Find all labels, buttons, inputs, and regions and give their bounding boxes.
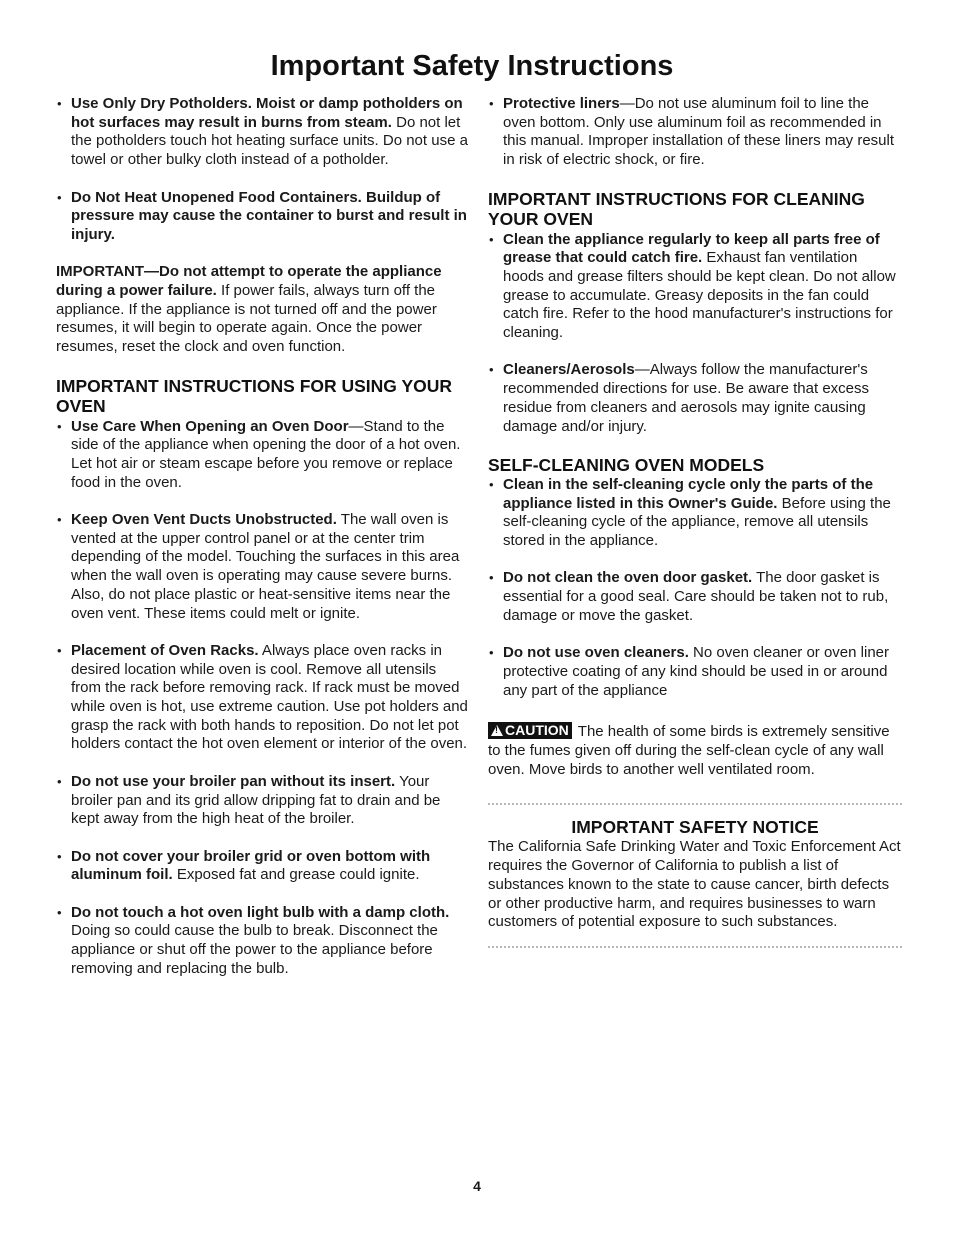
bullet-lead: Cleaners/Aerosols <box>503 361 635 379</box>
notice-heading: IMPORTANT SAFETY NOTICE <box>571 817 819 838</box>
bullet-lead: Do not use your broiler pan without its insert. <box>71 772 396 790</box>
warning-triangle-icon <box>491 725 503 736</box>
bullet-dot-icon: • <box>489 645 494 661</box>
bullet-oven-racks <box>56 642 468 754</box>
bullet-protective-liners <box>488 95 902 170</box>
bullet-dot-icon: • <box>489 231 494 247</box>
bullet-dot-icon: • <box>489 96 494 111</box>
bullet-text: —Always follow the manufacturer's recommended directions for use. Be aware that excess residue from cleaners and aerosols may ignite causing damage and/or injury. <box>503 361 870 435</box>
bullet-dot-icon: • <box>57 642 62 658</box>
bullet-text: Before using the self-cleaning cycle of the appliance, remove all utensils stored in the appliance. <box>503 494 891 550</box>
bullet-dot-icon: • <box>57 418 62 434</box>
bullet-lead: Use Care When Opening an Oven Door <box>71 417 349 435</box>
bullet-dry-potholders <box>56 95 468 170</box>
caution-birds <box>488 722 902 779</box>
bullet-lead: Do not use oven cleaners. <box>503 644 689 662</box>
bullet-dot-icon: • <box>57 848 62 864</box>
bullet-text: The door gasket is essential for a good seal. Care should be taken not to rub, damage or move the gasket. <box>503 569 889 624</box>
left-column <box>56 95 468 997</box>
bullet-dot-icon: • <box>57 189 62 205</box>
bullet-text: No oven cleaner or oven liner protective coating of any kind should be used in or around any part of the appliance <box>503 644 890 699</box>
bullet-text: Always place oven racks in desired location while oven is cool. Remove all utensils from the rack before removing rack. If rack must be moved while oven is hot, use extreme caution. Use pot holders and grasp the rack with both hands to reposition. Do not let pot holders contact the hot oven element or interior of the oven. <box>71 641 468 753</box>
bullet-cleaners-aerosols <box>488 361 902 436</box>
bullet-broiler-pan <box>56 773 468 829</box>
paragraph-lead: IMPORTANT—Do not attempt to operate the appliance during a power failure. <box>56 263 442 299</box>
bullet-broiler-grid-foil <box>56 848 468 885</box>
bullet-dot-icon: • <box>489 476 494 492</box>
bullet-vent-ducts <box>56 511 468 623</box>
bullet-lead: Placement of Oven Racks. <box>71 641 259 659</box>
caution-badge <box>488 722 572 739</box>
bullet-lead: Use Only Dry Potholders. Moist or damp potholders on hot surfaces may result in burns from steam. <box>71 95 463 131</box>
page-title: Important Safety Instructions <box>270 50 674 82</box>
bullet-dot-icon: • <box>57 96 62 111</box>
paragraph-text: If power fails, always turn off the appliance. If the appliance is not turned off and the power resumes, it will begin to operate again. Once the power resumes, reset the clock and oven function. <box>56 282 437 356</box>
bullet-opening-oven-door <box>56 418 468 493</box>
bullet-dot-icon: • <box>57 512 62 527</box>
bullet-text: The wall oven is vented at the upper control panel or at the center trim depending of the model. Touching the surfaces in this area when the wall oven is operating may cause severe burns. Also, do not place plastic or heat-sensitive items near the oven vent. These items could melt or ignite. <box>71 511 460 622</box>
bullet-self-clean-parts <box>488 476 902 551</box>
bullet-text: —Do not use aluminum foil to line the oven bottom. Only use aluminum foil as recommended in this manual. Improper installation of these liners may result in risk of electric shock, or fire. <box>503 95 895 169</box>
bullet-dot-icon: • <box>57 904 62 920</box>
bullet-light-bulb <box>56 904 468 979</box>
important-power-failure <box>56 263 468 357</box>
heading-self-cleaning-models: SELF-CLEANING OVEN MODELS <box>488 454 765 475</box>
bullet-lead: Do Not Heat Unopened Food Containers. Buildup of pressure may cause the container to burst and result in injury. <box>71 188 467 243</box>
heading-cleaning-your-oven: IMPORTANT INSTRUCTIONS FOR CLEANING YOUR OVEN <box>488 188 865 229</box>
heading-using-your-oven: IMPORTANT INSTRUCTIONS FOR USING YOUR OVEN <box>56 375 453 416</box>
bullet-dot-icon: • <box>489 362 494 378</box>
caution-badge-label: CAUTION <box>505 722 569 739</box>
bullet-lead: Do not cover your broiler grid or oven bottom with aluminum foil. <box>71 847 431 884</box>
bullet-lead: Keep Oven Vent Ducts Unobstructed. <box>71 511 337 528</box>
bullet-lead: Clean in the self-cleaning cycle only the parts of the appliance listed in this Owner's Guide. <box>503 475 874 512</box>
bullet-unopened-containers <box>56 189 468 245</box>
page-number: 4 <box>473 1178 481 1194</box>
bullet-text: —Stand to the side of the appliance when opening the door of a hot oven. Let hot air or steam escape before you remove or replace food in the oven. <box>71 417 461 491</box>
caution-text: The health of some birds is extremely sensitive to the fumes given off during the self-clean cycle of any wall oven. Move birds to another well ventilated room. <box>488 723 890 778</box>
bullet-oven-cleaners <box>488 644 902 700</box>
right-column <box>488 95 902 948</box>
bullet-text: Exposed fat and grease could ignite. <box>172 866 420 884</box>
bullet-text: Doing so could cause the bulb to break. Disconnect the appliance or shut off the power to the appliance before removing and replacing the bulb. <box>71 922 438 977</box>
bullet-text: Your broiler pan and its grid allow dripping fat to drain and be kept away from the high heat of the broiler. <box>71 772 441 828</box>
bullet-text: Do not let the potholders touch hot heating surface units. Do not use a towel or other bulky cloth instead of a potholder. <box>71 113 468 169</box>
bullet-dot-icon: • <box>489 570 494 586</box>
bullet-dot-icon: • <box>57 773 62 789</box>
bullet-lead: Clean the appliance regularly to keep all parts free of grease that could catch fire. <box>503 230 880 267</box>
bullet-text: Exhaust fan ventilation hoods and grease filters should be kept clean. Do not allow grease to accumulate. Greasy deposits in the fan could catch fire. Refer to the hood manufacturer's instructions for cleaning. <box>503 249 896 342</box>
notice-text: The California Safe Drinking Water and Toxic Enforcement Act requires the Governor of California to publish a list of substances known to the state to cause cancer, birth defects or other productive harm, and requires businesses to warn customers of potential exposure to such substances. <box>488 838 901 931</box>
bullet-lead: Do not touch a hot oven light bulb with a damp cloth. <box>71 903 450 921</box>
bullet-lead: Do not clean the oven door gasket. <box>503 569 753 587</box>
bullet-door-gasket <box>488 569 902 625</box>
bullet-clean-regularly <box>488 231 902 343</box>
safety-notice-box <box>488 803 902 948</box>
bullet-lead: Protective liners <box>503 95 620 112</box>
